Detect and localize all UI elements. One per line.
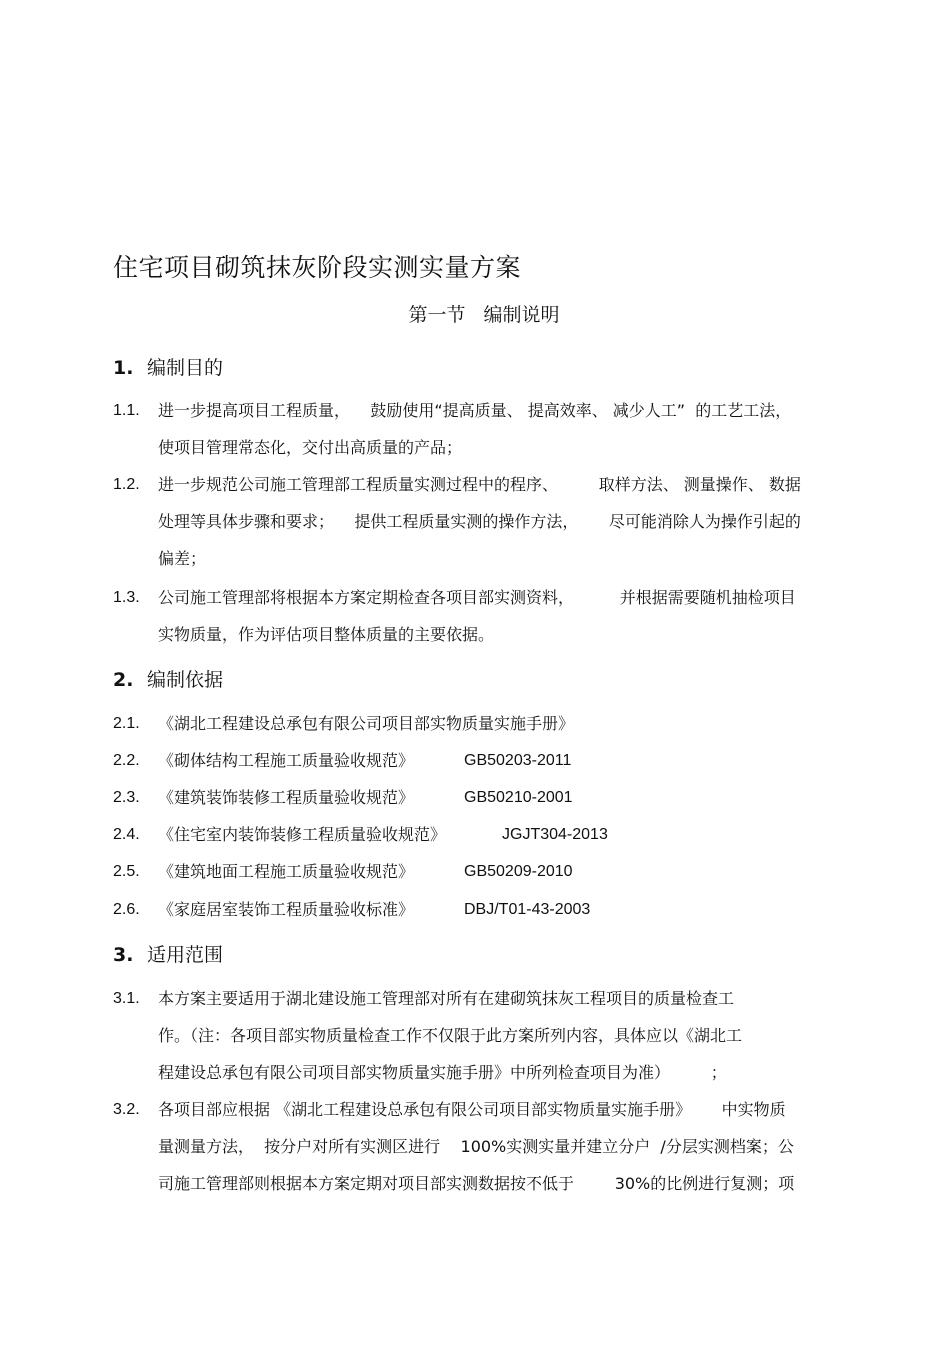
clause-line: 本方案主要适用于湖北建设施工管理部对所有在建砌筑抹灰工程项目的质量检查工 <box>158 989 735 1008</box>
heading-purpose <box>113 355 223 381</box>
clause-line: 各项目部应根据 《湖北工程建设总承包有限公司项目部实物质量实施手册》 中实物质 <box>158 1100 786 1119</box>
document-title: 住宅项目砌筑抹灰阶段实测实量方案 <box>113 253 522 282</box>
clause-number: 1.3. <box>113 589 140 606</box>
clause-number: 2.4. <box>113 826 140 843</box>
clause-number: 2.2. <box>113 752 140 769</box>
heading-text: 适用范围 <box>147 944 224 966</box>
clause-line: 作。（注：各项目部实物质量检查工作不仅限于此方案所列内容，具体应以《湖北工 <box>158 1026 743 1045</box>
clause-line: 偏差； <box>158 549 207 568</box>
clause-number: 2.6. <box>113 901 140 918</box>
clause-line: 程建设总承包有限公司项目部实物质量实施手册》中所列检查项目为准） ； <box>158 1063 727 1082</box>
clause-line: 进一步规范公司施工管理部工程质量实测过程中的程序、 取样方法、 测量操作、 数据 <box>158 475 801 494</box>
reference-name: 《住宅室内装饰装修工程质量验收规范》 <box>158 825 447 844</box>
clause-line: 量测量方法， 按分户对所有实测区进行 100%实测实量并建立分户 /分层实测档案；公 <box>158 1137 794 1156</box>
reference-name: 《建筑装饰装修工程质量验收规范》 <box>158 788 415 807</box>
clause-line: 公司施工管理部将根据本方案定期检查各项目部实测资料， 并根据需要随机抽检项目 <box>158 588 796 607</box>
clause-line: 进一步提高项目工程质量， 鼓励使用“提高质量、 提高效率、 减少人工” 的工艺工法， <box>158 401 792 420</box>
reference-name: 《家庭居室装饰工程质量验收标准》 <box>158 900 415 919</box>
heading-number: 2. <box>113 669 134 691</box>
clause-line: 司施工管理部则根据本方案定期对项目部实测数据按不低于 30%的比例进行复测；项 <box>158 1174 795 1193</box>
reference-code: JGJT304-2013 <box>502 826 608 843</box>
reference-code: GB50210-2001 <box>464 789 573 806</box>
section-title: 第一节 编制说明 <box>408 304 560 326</box>
reference-code: GB50209-2010 <box>464 863 573 880</box>
clause-number: 1.2. <box>113 476 140 493</box>
clause-number: 2.3. <box>113 789 140 806</box>
heading-scope <box>113 942 223 968</box>
heading-number: 1. <box>113 357 134 379</box>
reference-name: 《湖北工程建设总承包有限公司项目部实物质量实施手册》 <box>158 714 575 733</box>
clause-line: 使项目管理常态化，交付出高质量的产品； <box>158 438 463 457</box>
clause-number: 2.5. <box>113 863 140 880</box>
clause-number: 3.1. <box>113 990 140 1007</box>
reference-code: DBJ/T01-43-2003 <box>464 901 591 918</box>
clause-line: 实物质量，作为评估项目整体质量的主要依据。 <box>158 625 495 644</box>
reference-name: 《砌体结构工程施工质量验收规范》 <box>158 751 415 770</box>
clause-number: 1.1. <box>113 402 140 419</box>
heading-number: 3. <box>113 944 134 966</box>
clause-line: 处理等具体步骤和要求； 提供工程质量实测的操作方法， 尽可能消除人为操作引起的 <box>158 512 801 531</box>
heading-text: 编制目的 <box>147 357 224 379</box>
clause-number: 3.2. <box>113 1101 140 1118</box>
heading-basis <box>113 667 223 693</box>
heading-text: 编制依据 <box>147 669 224 691</box>
reference-name: 《建筑地面工程施工质量验收规范》 <box>158 862 415 881</box>
reference-code: GB50203-2011 <box>464 752 572 769</box>
clause-number: 2.1. <box>113 715 140 732</box>
